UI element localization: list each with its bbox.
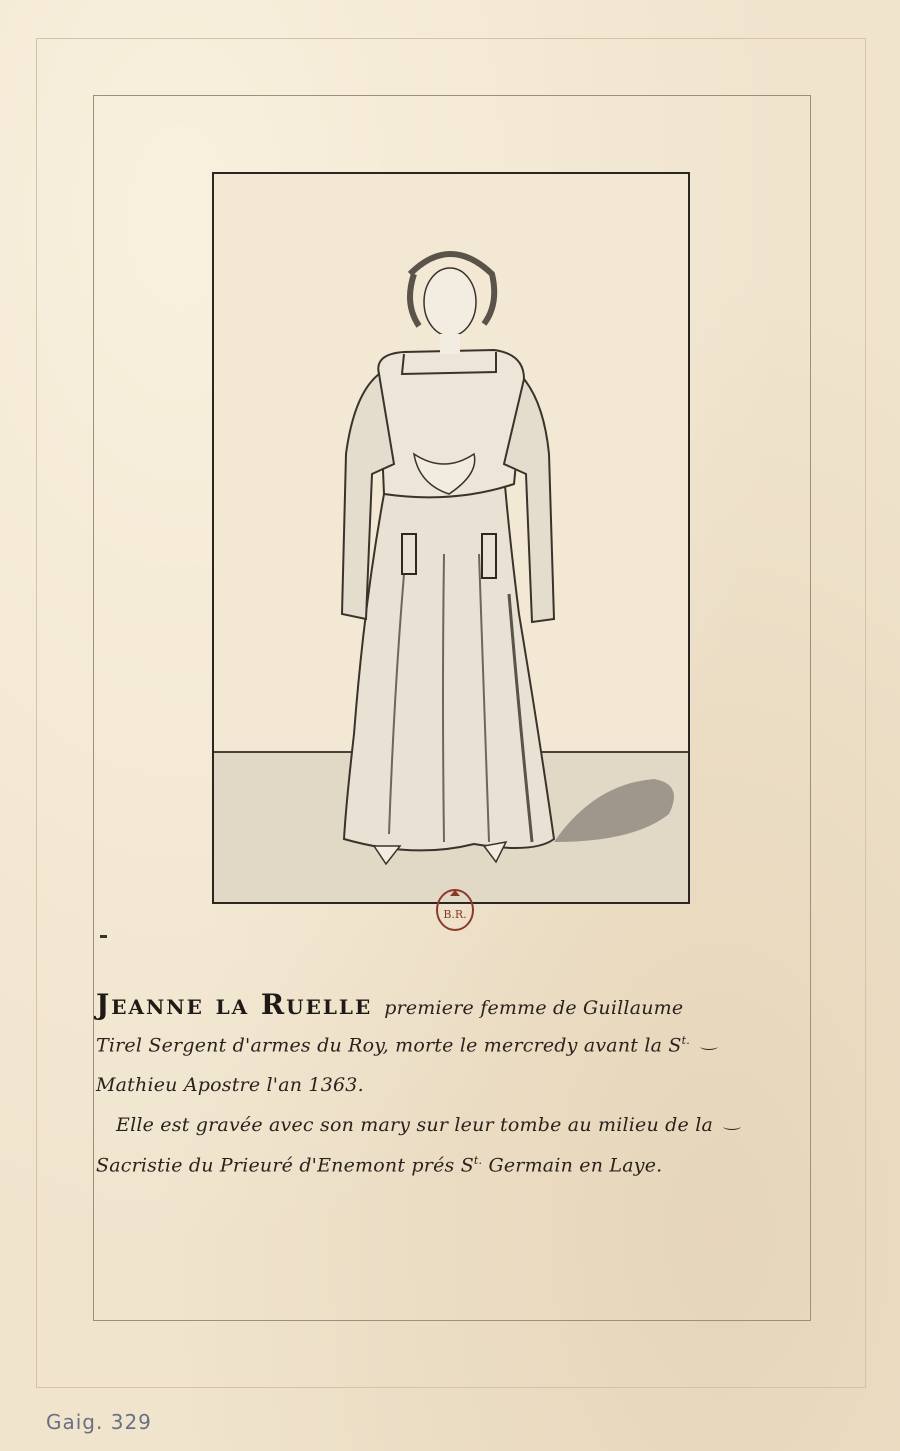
caption-line-1 bbox=[96, 988, 683, 1021]
caption-line-5 bbox=[96, 1154, 662, 1176]
caption-text-5a: Sacristie du Prieuré d'Enemont prés S bbox=[96, 1154, 474, 1177]
caption-sup-5: t. bbox=[473, 1154, 483, 1167]
caption-text-5b: Germain en Laye. bbox=[482, 1154, 663, 1177]
caption-sup-2: t. bbox=[681, 1034, 690, 1047]
line-filler bbox=[723, 1123, 741, 1130]
line-filler bbox=[700, 1043, 718, 1050]
effigy-drawing bbox=[214, 174, 688, 902]
subject-name: Jeanne la Ruelle bbox=[96, 988, 373, 1021]
caption-line-4 bbox=[116, 1114, 741, 1136]
caption-text-1: premiere femme de Guillaume bbox=[384, 997, 684, 1019]
caption-line-3: Mathieu Apostre l'an 1363. bbox=[96, 1074, 364, 1096]
catalog-number: Gaig. 329 bbox=[46, 1410, 152, 1434]
library-stamp bbox=[434, 886, 476, 932]
caption-text-4: Elle est gravée avec son mary sur leur tombe au milieu de la bbox=[116, 1114, 714, 1136]
ink-mark bbox=[100, 935, 107, 938]
illustration-frame bbox=[212, 172, 690, 904]
caption-line-2 bbox=[96, 1034, 718, 1056]
caption-text-2: Tirel Sergent d'armes du Roy, morte le mercredy avant la S bbox=[96, 1034, 682, 1057]
stamp-text: B.R. bbox=[443, 908, 467, 921]
